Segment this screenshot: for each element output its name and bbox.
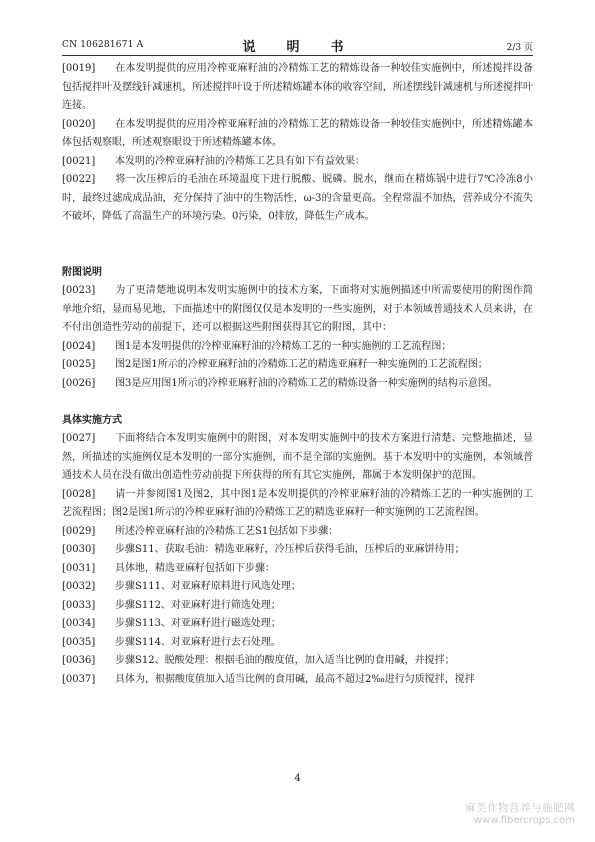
paragraph-text: 在本发明提供的应用冷榨亚麻籽油的冷精炼工艺的精炼设备一种较佳实施例中，所述精炼罐本体包括观察眼，所述观察眼设于所述精炼罐本体。 [62, 118, 533, 148]
paragraph-text: 步骤S111、对亚麻籽原料进行风选处理； [115, 581, 301, 592]
paragraph-number: [0023] [62, 285, 96, 296]
paragraph [62, 430, 533, 486]
document-number: CN 106281671 A [62, 40, 144, 50]
paragraph [62, 541, 533, 560]
paragraph-text: 本发明的冷榨亚麻籽油的冷精炼工艺具有如下有益效果： [115, 155, 365, 167]
page-number: 4 [294, 773, 301, 784]
paragraph [62, 523, 533, 542]
watermark-site-name: 麻类作物营养与施肥网 [465, 802, 575, 814]
paragraph-text: 具体地，精选亚麻籽包括如下步骤： [115, 562, 275, 574]
paragraph-text: 步骤S114、对亚麻籽进行去石处理。 [115, 636, 281, 648]
page-indicator: 2/3 页 [506, 43, 533, 53]
paragraph [62, 375, 533, 394]
paragraph-text: 步骤S112、对亚麻籽进行筛选处理； [115, 599, 281, 611]
paragraph [62, 597, 533, 616]
paragraph-number: [0019] [62, 63, 96, 74]
paragraph [62, 171, 533, 227]
paragraph [62, 671, 533, 690]
paragraph-text: 在本发明提供的应用冷榨亚麻籽油的冷精炼工艺的精炼设备一种较佳实施例中，所述搅拌设备包括搅拌叶及摆线针减速机，所述搅拌叶设于所述精炼罐本体的收容空间，所述摆线针减速机与所述搅拌叶连接。 [62, 63, 533, 111]
paragraph-number: [0030] [62, 544, 96, 555]
paragraph-text: 图1是本发明提供的冷榨亚麻籽油的冷精炼工艺的一种实施例的工艺流程图； [115, 340, 452, 352]
paragraph-number: [0029] [62, 525, 96, 537]
paragraph-number: [0026] [62, 377, 96, 389]
paragraph [62, 486, 533, 523]
paragraph [62, 60, 533, 116]
paragraph-number: [0022] [62, 174, 96, 185]
paragraph-number: [0032] [62, 581, 96, 592]
paragraph-text: 图3是应用图1所示的冷榨亚麻籽油的冷精炼工艺的精炼设备一种实施例的结构示意图。 [115, 377, 498, 389]
paragraph-text: 步骤S11、获取毛油：精选亚麻籽，冷压榨后获得毛油，压榨后的亚麻饼待用； [115, 544, 465, 555]
paragraph-text: 请一并参阅图1及图2，其中图1是本发明提供的冷榨亚麻籽油的冷精炼工艺的一种实施例的工艺流程图；图2是图1所示的冷榨亚麻籽油的冷精炼工艺的精选亚麻籽一种实施例的工艺流程图。 [62, 488, 533, 518]
paragraph-number: [0033] [62, 599, 96, 611]
header-divider [62, 55, 533, 56]
paragraph-text: 将一次压榨后的毛油在环境温度下进行脱酸、脱磷、脱水，继而在精炼锅中进行7℃冷冻8小时，最终过滤成成品油，充分保持了油中的生物活性，ω-3的含量更高。全程常温不加热，营养成分不流失不破坏，降低了高温生产的环境污染。0污染，0排放，降低生产成本。 [62, 174, 533, 222]
paragraph [62, 153, 533, 172]
paragraph-number: [0031] [62, 562, 96, 574]
paragraph [62, 116, 533, 153]
paragraph-number: [0037] [62, 673, 96, 685]
paragraph [62, 652, 533, 671]
paragraph-number: [0025] [62, 359, 96, 370]
paragraph-text: 下面将结合本发明实施例中的附图，对本发明实施例中的技术方案进行清楚、完整地描述，显然，所描述的实施例仅是本发明的一部分实施例，而不是全部的实施例。基于本发明中的实施例，本领域普通技术人员在没有做出创造性劳动前提下所获得的所有其它实施例，都属于本发明保护的范围。 [62, 433, 533, 481]
paragraph-text: 步骤S113、对亚麻籽进行磁选处理； [115, 618, 281, 629]
page-header [62, 36, 533, 56]
paragraph-number: [0035] [62, 636, 96, 648]
document-title: 说 明 书 [242, 40, 353, 55]
watermark-url: www.fibercrops.com [473, 815, 575, 826]
paragraph [62, 615, 533, 634]
document-body [62, 60, 533, 689]
paragraph [62, 282, 533, 338]
paragraph [62, 560, 533, 579]
paragraph [62, 578, 533, 597]
paragraph-number: [0027] [62, 433, 96, 444]
site-watermark [465, 800, 575, 826]
paragraph-text: 具体为，根据酸度值加入适当比例的食用碱，最高不超过2‰进行匀质搅拌，搅拌 [115, 673, 475, 685]
paragraph-text: 步骤S12、脱酸处理：根据毛油的酸度值，加入适当比例的食用碱，并搅拌； [115, 655, 455, 666]
paragraph [62, 634, 533, 653]
paragraph [62, 338, 533, 357]
spacer [62, 245, 533, 264]
section-heading-embodiments: 具体实施方式 [62, 414, 122, 426]
paragraph-text: 为了更清楚地说明本发明实施例中的技术方案，下面将对实施例描述中所需要使用的附图作简单地介绍，显而易见地，下面描述中的附图仅仅是本发明的一些实施例，对于本领域普通技术人员来讲，在不付出创造性劳动的前提下，还可以根据这些附图获得其它的附图，其中： [62, 285, 533, 333]
paragraph-number: [0028] [62, 488, 96, 500]
paragraph-text: 所述冷榨亚麻籽油的冷精炼工艺S1包括如下步骤： [115, 525, 339, 537]
paragraph [62, 356, 533, 375]
section-heading-figures: 附图说明 [62, 266, 102, 278]
spacer [62, 393, 533, 412]
paragraph-number: [0034] [62, 618, 96, 629]
paragraph-number: [0020] [62, 118, 96, 130]
paragraph-number: [0021] [62, 155, 96, 167]
paragraph-number: [0024] [62, 340, 96, 352]
spacer [62, 227, 533, 246]
paragraph-text: 图2是图1所示的冷榨亚麻籽油的冷精炼工艺的精选亚麻籽一种实施例的工艺流程图； [115, 359, 488, 370]
paragraph-number: [0036] [62, 655, 96, 666]
